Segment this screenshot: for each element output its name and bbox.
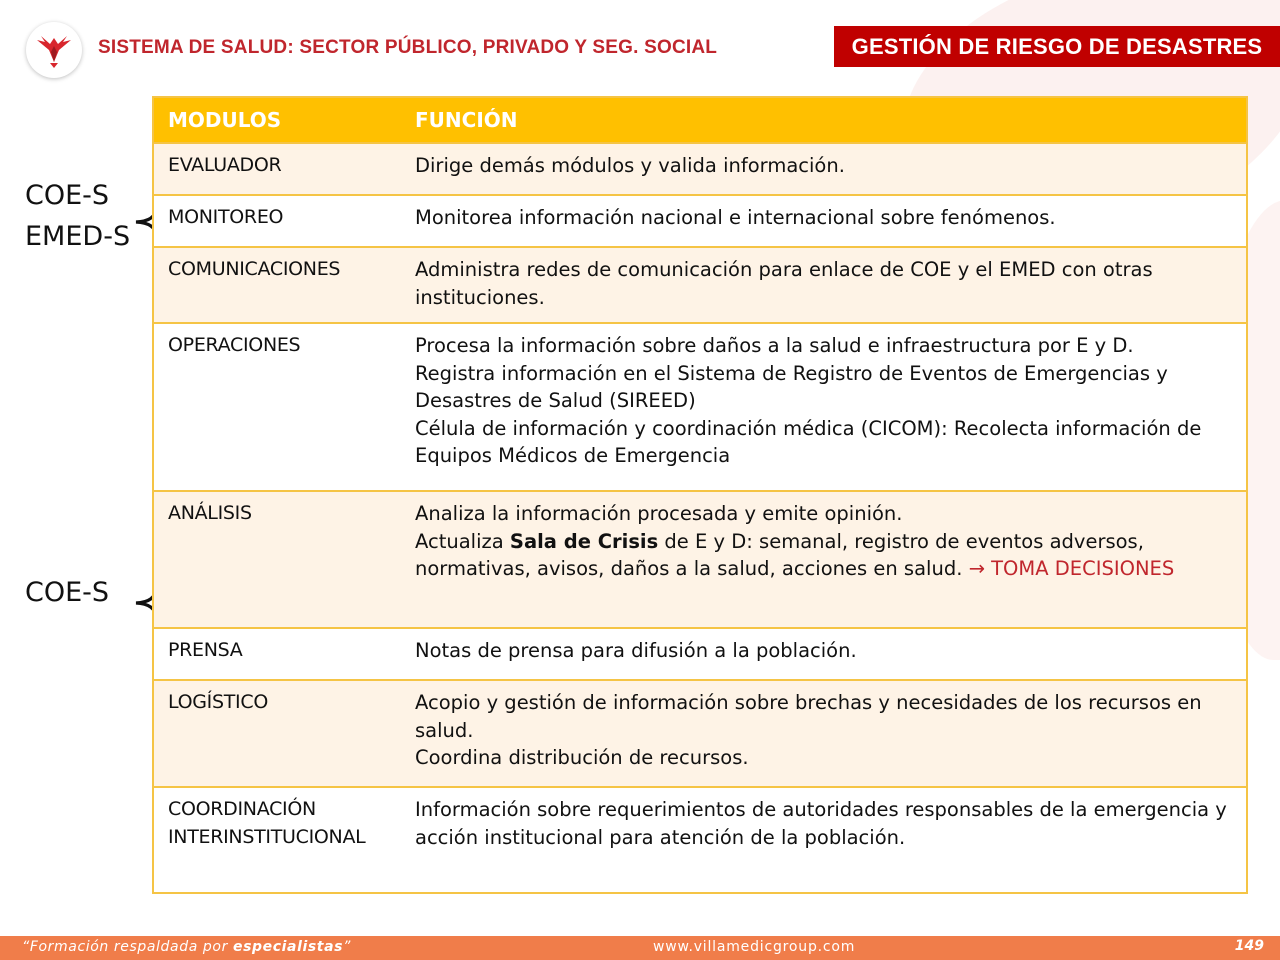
function-text: Actualiza [415,529,510,553]
function-line: Procesa la información sobre daños a la salud e infraestructura por E y D. [415,334,1134,357]
footer-bar [0,936,1280,960]
function-line: Coordina distribución de recursos. [415,746,749,769]
tagline-text: “Formación respaldada por [22,939,233,955]
function-cell [401,491,1247,628]
column-header-modules: MODULOS [153,97,401,143]
function-cell: Información sobre requerimientos de autoridades responsables de la emergencia y acción institucional para atención de la población. [401,787,1247,893]
footer-tagline [22,939,351,955]
table-row [153,323,1247,491]
tagline-bold: especialistas [232,939,344,955]
modules-table [152,96,1248,894]
module-cell: PRENSA [153,628,401,680]
function-cell: Administra redes de comunicación para enlace de COE y el EMED con otras instituciones. [401,247,1247,323]
module-line: COORDINACIÓN [168,798,316,820]
function-cell [401,680,1247,787]
header-title: SISTEMA DE SALUD: SECTOR PÚBLICO, PRIVADO Y SEG. SOCIAL [98,37,718,58]
toma-decisiones-text: TOMA DECISIONES [984,557,1175,580]
table-row [153,247,1247,323]
function-line: Registra información en el Sistema de Registro de Eventos de Emergencias y Desastres de Salud (SIREED) [415,361,1168,412]
tagline-close-quote: ” [343,939,351,955]
page-number: 149 [1234,938,1264,954]
group-label-coe-s-2: COE-S [25,577,110,608]
table-row [153,680,1247,787]
function-cell [401,323,1247,491]
module-cell: OPERACIONES [153,323,401,491]
function-text: de E y D: semanal, registro de eventos adversos, normativas, avisos, daños a la salud, acciones en salud. [415,529,1144,580]
logo [26,22,82,78]
arrow-right-icon: → [968,557,985,580]
module-line: INTERINSTITUCIONAL [168,825,366,848]
module-cell [153,787,401,893]
module-cell: COMUNICACIONES [153,247,401,323]
column-header-function: FUNCIÓN [401,97,1247,143]
function-line: Célula de información y coordinación médica (CICOM): Recolecta información de Equipos Médicos de Emergencia [415,416,1202,467]
function-cell: Monitorea información nacional e internacional sobre fenómenos. [401,195,1247,247]
module-cell: LOGÍSTICO [153,680,401,787]
module-cell: EVALUADOR [153,143,401,195]
table-row [153,787,1247,893]
section-badge: GESTIÓN DE RIESGO DE DESASTRES [834,26,1280,67]
table-row [153,143,1247,195]
table-row [153,628,1247,680]
group-label-emed-s: EMED-S [25,221,131,252]
table-header-row [153,97,1247,143]
function-cell: Notas de prensa para difusión a la población. [401,628,1247,680]
sala-de-crisis-text: Sala de Crisis [509,529,659,553]
footer-website: www.villamedicgroup.com [653,939,856,955]
group-label-coe-s: COE-S [25,180,110,211]
table-row [153,195,1247,247]
function-line: Analiza la información procesada y emite opinión. [415,502,903,525]
module-cell: MONITOREO [153,195,401,247]
table-row [153,491,1247,628]
module-cell: ANÁLISIS [153,491,401,628]
function-line [415,528,1232,583]
phoenix-logo-icon [33,32,75,68]
function-line: Acopio y gestión de información sobre brechas y necesidades de los recursos en salud. [415,691,1202,742]
function-cell: Dirige demás módulos y valida información. [401,143,1247,195]
